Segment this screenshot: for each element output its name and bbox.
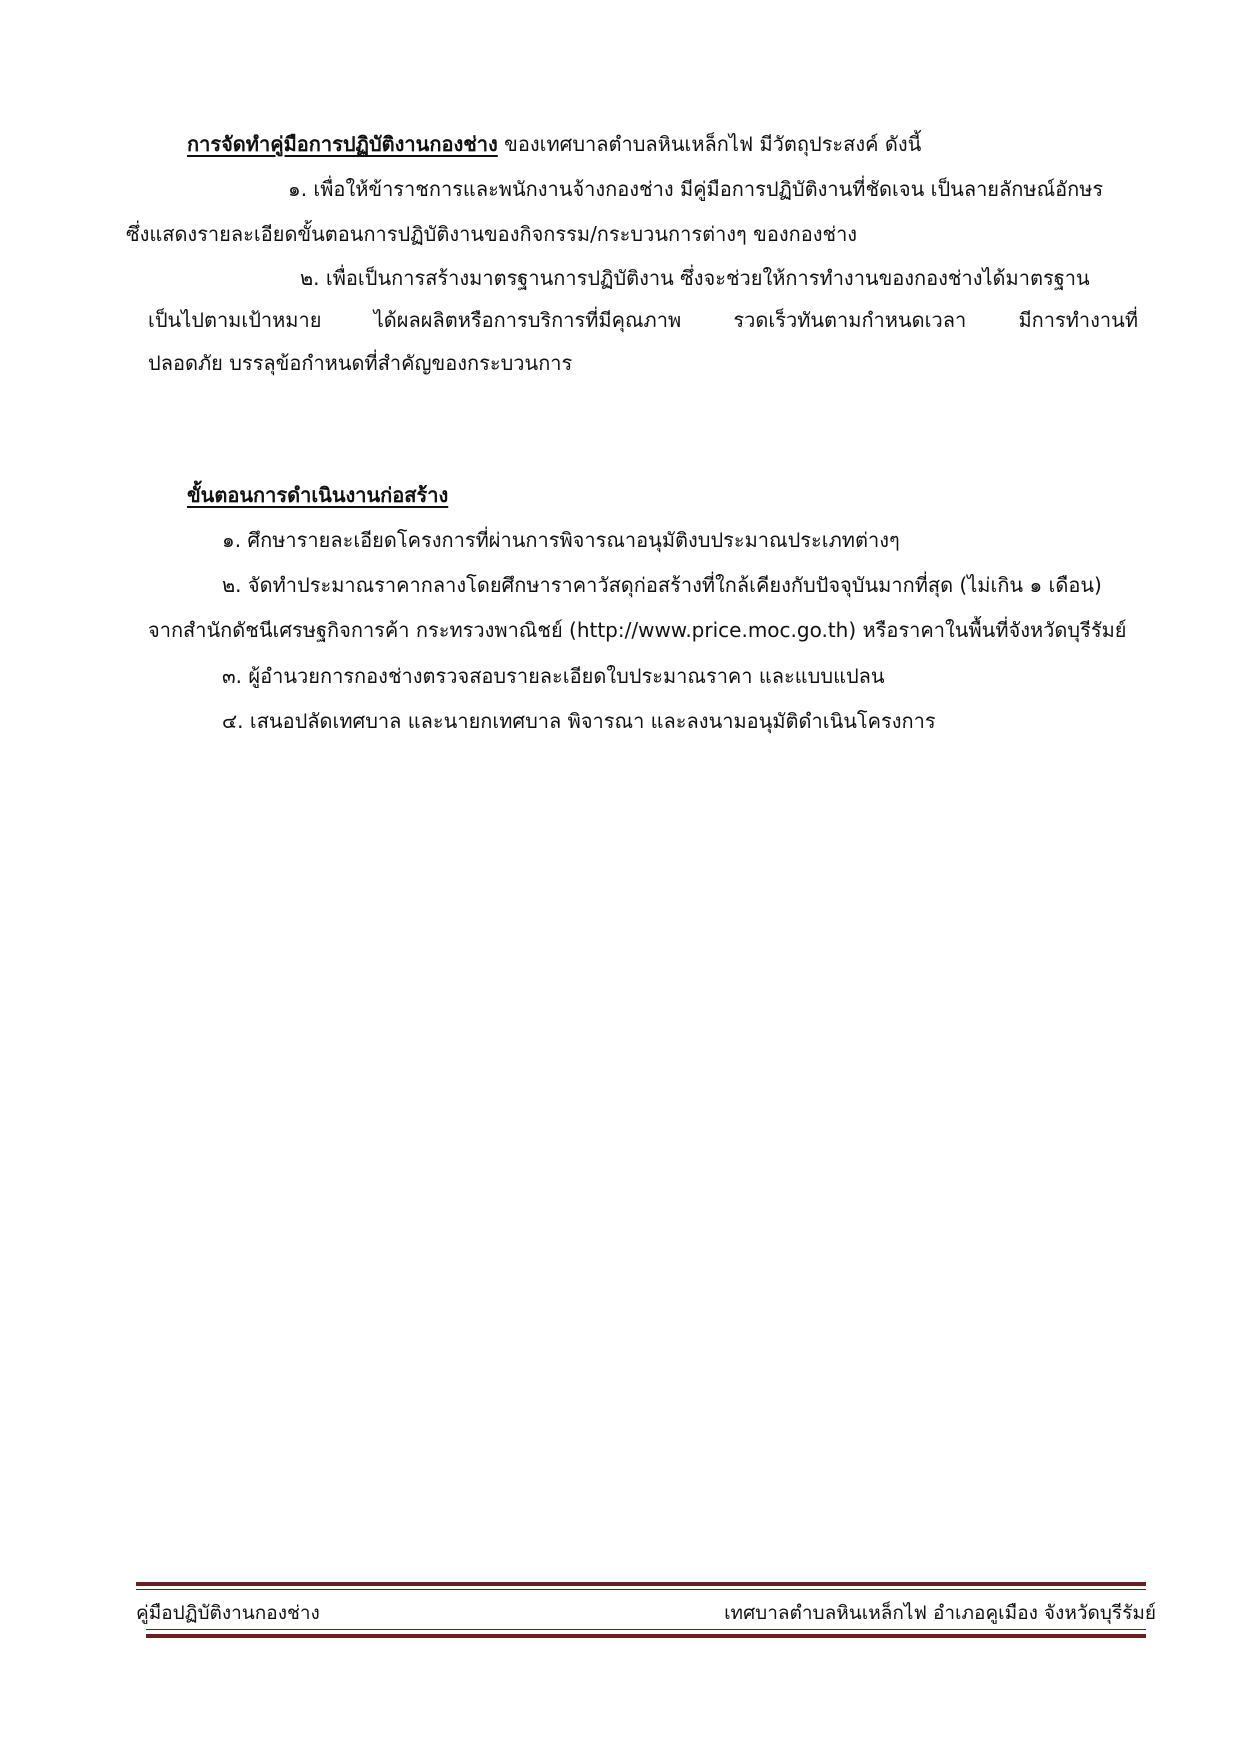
step-2-line-1: ๒. จัดทำประมาณราคากลางโดยศึกษาราคาวัสดุก่อสร้างที่ใกล้เคียงกับปัจจุบันมากที่สุด (ไม่เกิน ๑ เดือน) — [222, 573, 1102, 597]
intro-heading: การจัดทำคู่มือการปฏิบัติงานกองช่าง — [187, 132, 498, 156]
objective-2-part-1: เป็นไปตามเป้าหมาย — [148, 308, 322, 332]
footer-right: เทศบาลตำบลหินเหล็กไฟ อำเภอคูเมือง จังหวัดบุรีรัมย์ — [724, 1602, 1156, 1624]
steps-heading: ขั้นตอนการดำเนินงานก่อสร้าง — [187, 483, 449, 507]
footer-rule-top-thin — [136, 1589, 1146, 1590]
step-2-line-2: จากสำนักดัชนีเศรษฐกิจการค้า กระทรวงพาณิชย์ (http://www.price.moc.go.th) หรือราคาในพื้นที่จังหวัดบุรีรัมย์ — [148, 618, 1127, 642]
objective-2-part-3: รวดเร็วทันตามกำหนดเวลา — [733, 308, 967, 332]
step-3: ๓. ผู้อำนวยการกองช่างตรวจสอบรายละเอียดใบประมาณราคา และแบบแปลน — [222, 664, 885, 688]
objective-1-line-1: ๑. เพื่อให้ข้าราชการและพนักงานจ้างกองช่าง มีคู่มือการปฏิบัติงานที่ชัดเจน เป็นลายลักษณ์อักษร — [288, 177, 1104, 201]
objective-2-line-1: ๒. เพื่อเป็นการสร้างมาตรฐานการปฏิบัติงาน ซึ่งจะช่วยให้การทำงานของกองช่างได้มาตรฐาน — [300, 266, 1090, 290]
objective-2-line-2 — [148, 306, 1138, 334]
objective-2-line-3: ปลอดภัย บรรลุข้อกำหนดที่สำคัญของกระบวนการ — [148, 351, 573, 375]
step-1: ๑. ศึกษารายละเอียดโครงการที่ผ่านการพิจารณาอนุมัติงบประมาณประเภทต่างๆ — [222, 528, 900, 552]
intro-heading-rest: ของเทศบาลตำบลหินเหล็กไฟ มีวัตถุประสงค์ ดังนี้ — [497, 132, 922, 156]
step-4: ๔. เสนอปลัดเทศบาล และนายกเทศบาล พิจารณา และลงนามอนุมัติดำเนินโครงการ — [222, 709, 936, 733]
objective-1-line-2: ซึ่งแสดงรายละเอียดขั้นตอนการปฏิบัติงานของกิจกรรม/กระบวนการต่างๆ ของกองช่าง — [126, 222, 858, 246]
intro-heading-line — [187, 130, 921, 158]
objective-2-part-4: มีการทำงานที่ — [1018, 308, 1138, 332]
objective-2-part-2: ได้ผลผลิตหรือการบริการที่มีคุณภาพ — [373, 308, 682, 332]
footer-rule-bottom-thick — [146, 1634, 1146, 1638]
footer-left: คู่มือปฏิบัติงานกองช่าง — [136, 1602, 320, 1624]
footer-rule-bottom-thin — [146, 1629, 1146, 1630]
footer-rule-top-thick — [136, 1582, 1146, 1586]
